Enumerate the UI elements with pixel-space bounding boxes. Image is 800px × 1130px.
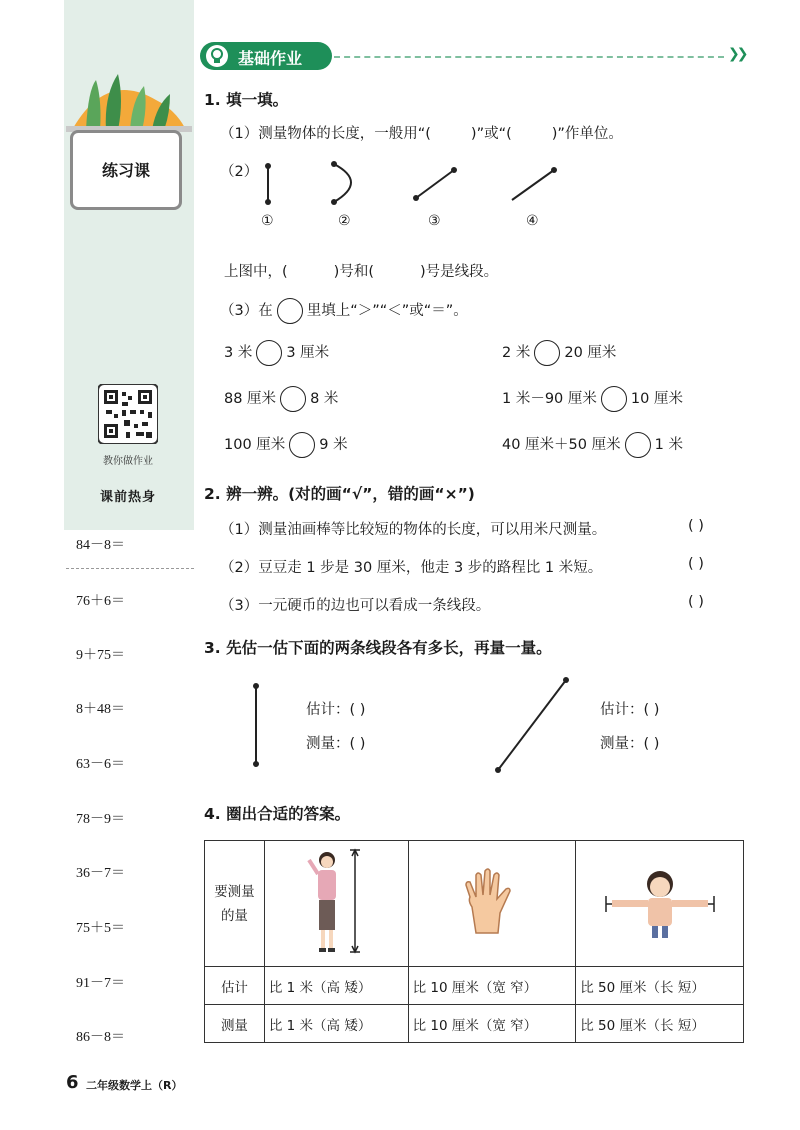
double-chevron-icon: ❯❯ xyxy=(728,46,746,62)
row-header-text: 要测量的量 xyxy=(214,883,255,924)
measure-segments xyxy=(240,676,580,782)
header-divider xyxy=(334,56,724,58)
comparison-circle[interactable] xyxy=(289,432,315,458)
q3-number: 3. xyxy=(204,639,221,657)
figure-3-segment xyxy=(413,167,457,201)
q2-title-text: 辨一辨。(对的画“√”，错的画“×”) xyxy=(226,485,475,503)
part-label: （1） xyxy=(220,126,259,142)
calc-item: 75＋5＝ xyxy=(76,921,125,936)
row-header xyxy=(205,841,265,967)
part-label: （3） xyxy=(220,303,259,319)
compare-right-b: 20 厘米 xyxy=(564,345,617,361)
q1-p2-line-a: 上图中，( xyxy=(224,264,288,280)
comparison-right xyxy=(502,386,683,412)
q1-p3-text-b: 里填上“＞”“＜”或“＝”。 xyxy=(306,303,468,319)
judgement-blank[interactable]: ( ) xyxy=(688,518,704,534)
q4-number: 4. xyxy=(204,805,221,823)
q1-number: 1. xyxy=(204,91,221,109)
q1-part2-question xyxy=(224,260,498,281)
figure-label: ③ xyxy=(428,213,441,229)
segment-figures xyxy=(250,156,570,212)
row-header: 测量 xyxy=(205,1005,265,1043)
q2-number: 2. xyxy=(204,485,221,503)
lightbulb-icon xyxy=(204,44,230,68)
book-title: 二年级数学上（R） xyxy=(86,1079,183,1092)
calc-item: 76＋6＝ xyxy=(76,594,125,609)
comparison-circle[interactable] xyxy=(625,432,651,458)
q1-p2-line-b: )号和( xyxy=(333,264,374,280)
hand-cell xyxy=(408,841,576,967)
q2-item xyxy=(220,594,490,615)
q1-title-text: 填一填。 xyxy=(226,91,289,109)
calc-item: 9＋75＝ xyxy=(76,648,125,663)
q4-title xyxy=(204,802,350,824)
comparison-left xyxy=(224,432,348,458)
calc-item: 8＋48＝ xyxy=(76,702,125,717)
measure-field[interactable]: 测量：( ) xyxy=(306,736,366,752)
q4-title-text: 圈出合适的答案。 xyxy=(226,805,351,823)
q1-p1-text-a: 测量物体的长度，一般用“( xyxy=(258,126,431,142)
q1-title xyxy=(204,88,288,110)
choice-cell[interactable]: 比 50 厘米（长 短） xyxy=(576,1005,744,1043)
table-row xyxy=(205,967,744,1005)
part-label: （3） xyxy=(220,598,259,614)
table-row xyxy=(205,841,744,967)
q2-item-text: 测量油画棒等比较短的物体的长度，可以用米尺测量。 xyxy=(258,522,607,538)
figure-4-ray xyxy=(512,167,557,200)
comparison-right xyxy=(502,340,616,366)
q3-title xyxy=(204,636,552,658)
boy-cell xyxy=(576,841,744,967)
calc-item: 84－8＝ xyxy=(76,538,125,553)
boy-armspan-illustration xyxy=(600,864,720,940)
figure-label: ② xyxy=(338,213,351,229)
teacher-illustration xyxy=(301,844,371,960)
compare-left-a: 100 厘米 xyxy=(224,437,286,453)
answer-table xyxy=(204,840,744,1043)
compare-left-b: 8 米 xyxy=(310,391,339,407)
q1-part2-label: （2） xyxy=(220,164,259,180)
q1-p1-text-c: )”作单位。 xyxy=(551,126,623,142)
divider xyxy=(66,568,194,569)
comparison-circle[interactable] xyxy=(256,340,282,366)
lesson-label: 练习课 xyxy=(101,161,150,180)
q2-item-text: 豆豆走 1 步是 30 厘米，他走 3 步的路程比 1 米短。 xyxy=(258,560,603,576)
compare-right-a: 40 厘米＋50 厘米 xyxy=(502,437,621,453)
comparison-circle[interactable] xyxy=(601,386,627,412)
calc-item: 78－9＝ xyxy=(76,812,125,827)
vertical-segment xyxy=(253,683,259,767)
compare-left-a: 88 厘米 xyxy=(224,391,277,407)
compare-left-b: 3 厘米 xyxy=(286,345,330,361)
compare-right-a: 1 米－90 厘米 xyxy=(502,391,597,407)
table-row xyxy=(205,1005,744,1043)
q1-part3-instruction xyxy=(220,298,468,324)
q1-p1-text-b: )”或“( xyxy=(470,126,512,142)
measure-field[interactable]: 测量：( ) xyxy=(600,736,660,752)
compare-right-b: 10 厘米 xyxy=(630,391,683,407)
choice-cell[interactable]: 比 10 厘米（宽 窄） xyxy=(408,967,576,1005)
comparison-circle[interactable] xyxy=(534,340,560,366)
qr-caption: 教你做作业 xyxy=(103,456,153,467)
plant-illustration xyxy=(66,70,192,132)
choice-cell[interactable]: 比 1 米（高 矮） xyxy=(264,1005,408,1043)
judgement-blank[interactable]: ( ) xyxy=(688,556,704,572)
estimate-field[interactable]: 估计：( ) xyxy=(306,702,366,718)
section-header-title: 基础作业 xyxy=(238,49,303,68)
choice-cell[interactable]: 比 1 米（高 矮） xyxy=(264,967,408,1005)
q2-title xyxy=(204,482,475,504)
q2-item xyxy=(220,556,602,577)
comparison-circle xyxy=(277,298,303,324)
q1-p3-text-a: 在 xyxy=(258,303,273,319)
row-header: 估计 xyxy=(205,967,265,1005)
figure-1-segment xyxy=(265,163,271,205)
q2-item-text: 一元硬币的边也可以看成一条线段。 xyxy=(258,598,491,614)
calc-item: 91－7＝ xyxy=(76,976,125,991)
figure-label: ① xyxy=(261,213,274,229)
figure-2-curve xyxy=(331,161,351,205)
qr-code-icon[interactable] xyxy=(98,384,158,444)
calc-item: 86－8＝ xyxy=(76,1030,125,1045)
calc-item: 63－6＝ xyxy=(76,757,125,772)
part-label: （2） xyxy=(220,560,259,576)
calc-item: 36－7＝ xyxy=(76,866,125,881)
q1-p2-line-c: )号是线段。 xyxy=(420,264,499,280)
compare-right-b: 1 米 xyxy=(654,437,683,453)
page-number: 6 xyxy=(66,1072,79,1093)
teacher-cell xyxy=(264,841,408,967)
part-label: （1） xyxy=(220,522,259,538)
hand-illustration xyxy=(462,867,522,937)
figure-label: ④ xyxy=(526,213,539,229)
comparison-right xyxy=(502,432,683,458)
choice-cell[interactable]: 比 50 厘米（长 短） xyxy=(576,967,744,1005)
choice-cell[interactable]: 比 10 厘米（宽 窄） xyxy=(408,1005,576,1043)
diagonal-segment xyxy=(495,677,569,773)
compare-left-b: 9 米 xyxy=(319,437,348,453)
comparison-circle[interactable] xyxy=(280,386,306,412)
compare-left-a: 3 米 xyxy=(224,345,253,361)
warmup-title: 课前热身 xyxy=(99,490,156,505)
judgement-blank[interactable]: ( ) xyxy=(688,594,704,610)
comparison-left xyxy=(224,340,329,366)
q3-title-text: 先估一估下面的两条线段各有多长，再量一量。 xyxy=(226,639,552,657)
comparison-left xyxy=(224,386,338,412)
q1-part1 xyxy=(220,122,623,143)
compare-right-a: 2 米 xyxy=(502,345,531,361)
estimate-field[interactable]: 估计：( ) xyxy=(600,702,660,718)
q2-item xyxy=(220,518,606,539)
